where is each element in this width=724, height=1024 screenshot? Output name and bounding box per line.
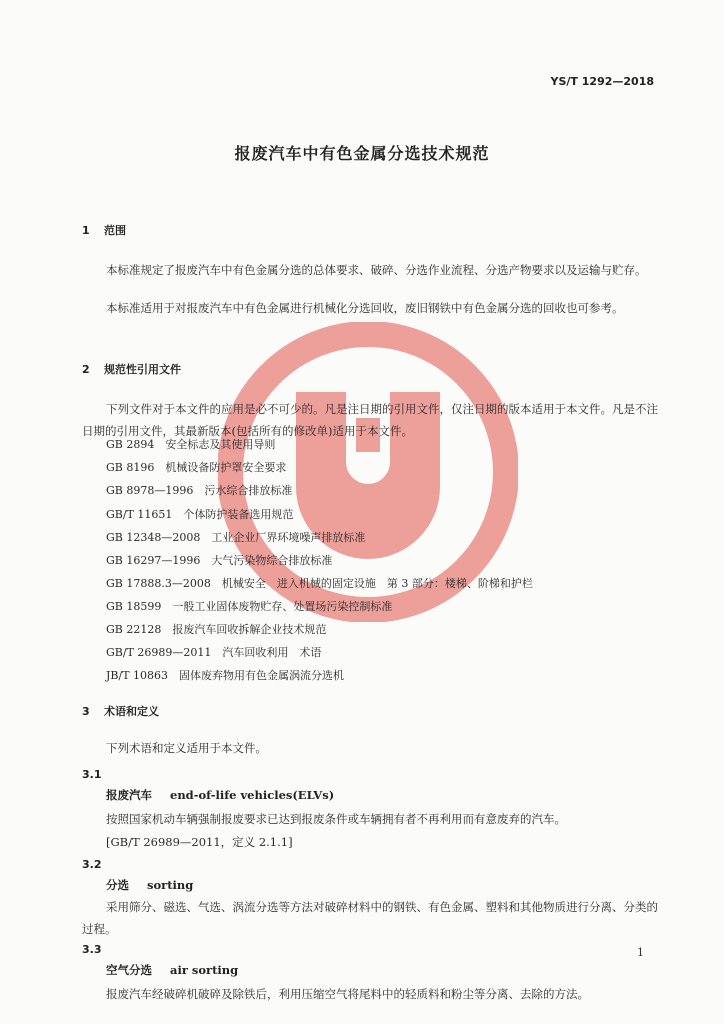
terms-intro: 下列术语和定义适用于本文件。 bbox=[106, 741, 267, 755]
reference-name: 安全标志及其使用导则 bbox=[165, 438, 276, 451]
reference-code: GB 17888.3—2008 bbox=[106, 577, 211, 590]
reference-code: GB 16297—1996 bbox=[106, 554, 201, 567]
reference-item bbox=[106, 459, 286, 475]
reference-item bbox=[106, 644, 321, 660]
reference-item bbox=[106, 575, 533, 591]
reference-item bbox=[106, 529, 365, 545]
section-heading-references bbox=[82, 361, 181, 377]
term-number: 3.1 bbox=[82, 768, 102, 781]
reference-item bbox=[106, 436, 275, 452]
term-definition: 报废汽车经破碎机破碎及除铁后，利用压缩空气将尾料中的轻质料和粉尘等分离、去除的方法。 bbox=[106, 987, 589, 1001]
reference-name: 固体废弃物用有色金属涡流分选机 bbox=[179, 669, 345, 682]
term-definition: 按照国家机动车辆强制报废要求已达到报废条件或车辆拥有者不再利用而有意废弃的汽车。 bbox=[106, 812, 566, 826]
section-number: 1 bbox=[82, 224, 90, 237]
section-title: 规范性引用文件 bbox=[104, 363, 181, 376]
standard-code: YS/T 1292—2018 bbox=[550, 75, 654, 88]
term-heading bbox=[106, 962, 238, 978]
reference-name: 机械设备防护罩安全要求 bbox=[165, 461, 287, 474]
reference-code: GB 8978—1996 bbox=[106, 484, 194, 497]
reference-name: 污水综合排放标准 bbox=[204, 484, 293, 497]
reference-name: 工业企业厂界环境噪声排放标准 bbox=[211, 531, 366, 544]
reference-name: 大气污染物综合排放标准 bbox=[211, 554, 333, 567]
reference-item bbox=[106, 506, 293, 522]
reference-code: GB 2894 bbox=[106, 438, 155, 451]
reference-item bbox=[106, 552, 332, 568]
section-title: 术语和定义 bbox=[104, 705, 159, 718]
term-number: 3.2 bbox=[82, 858, 102, 871]
term-heading bbox=[106, 787, 334, 803]
page-title: 报废汽车中有色金属分选技术规范 bbox=[234, 144, 490, 163]
reference-code: GB/T 11651 bbox=[106, 508, 173, 521]
term-zh: 分选 bbox=[106, 878, 129, 892]
section-number: 3 bbox=[82, 705, 90, 718]
reference-code: GB 12348—2008 bbox=[106, 531, 201, 544]
reference-name: 报废汽车回收拆解企业技术规范 bbox=[172, 623, 327, 636]
term-zh: 空气分选 bbox=[106, 963, 152, 977]
term-definition: 采用筛分、磁选、气选、涡流分选等方法对破碎材料中的钢铁、有色金属、塑料和其他物质进行分离、分类的过程。 bbox=[82, 900, 658, 936]
reference-name: 汽车回收利用 术语 bbox=[222, 646, 322, 659]
term-en: end-of-life vehicles(ELVs) bbox=[170, 788, 335, 802]
scope-paragraph-1: 本标准规定了报废汽车中有色金属分选的总体要求、破碎、分选作业流程、分选产物要求以及运输与贮存。 bbox=[106, 263, 647, 277]
section-heading-scope bbox=[82, 222, 126, 238]
reference-code: GB 22128 bbox=[106, 623, 162, 636]
term-source: [GB/T 26989—2011，定义 2.1.1] bbox=[106, 835, 293, 849]
reference-code: GB 18599 bbox=[106, 600, 162, 613]
reference-item bbox=[106, 621, 326, 637]
reference-name: 机械安全 进入机械的固定设施 第 3 部分：楼梯、阶梯和护栏 bbox=[221, 577, 533, 590]
reference-code: GB/T 26989—2011 bbox=[106, 646, 212, 659]
reference-item bbox=[106, 482, 292, 498]
reference-name: 一般工业固体废物贮存、处置场污染控制标准 bbox=[172, 600, 393, 613]
term-zh: 报废汽车 bbox=[106, 788, 152, 802]
reference-item bbox=[106, 667, 344, 683]
section-number: 2 bbox=[82, 363, 90, 376]
scope-paragraph-2: 本标准适用于对报废汽车中有色金属进行机械化分选回收，废旧钢铁中有色金属分选的回收也可参考。 bbox=[106, 301, 624, 315]
reference-code: GB 8196 bbox=[106, 461, 155, 474]
reference-code: JB/T 10863 bbox=[106, 669, 169, 682]
section-title: 范围 bbox=[104, 224, 126, 237]
reference-name: 个体防护装备选用规范 bbox=[183, 508, 294, 521]
section-heading-terms bbox=[82, 703, 159, 719]
reference-item bbox=[106, 598, 392, 614]
term-en: air sorting bbox=[170, 963, 239, 977]
term-en: sorting bbox=[147, 878, 194, 892]
references-intro: 下列文件对于本文件的应用是必不可少的。凡是注日期的引用文件，仅注日期的版本适用于本文件。凡是不注日期的引用文件，其最新版本(包括所有的修改单)适用于本文件。 bbox=[82, 402, 658, 438]
term-number: 3.3 bbox=[82, 943, 102, 956]
term-heading bbox=[106, 877, 193, 893]
page-number: 1 bbox=[637, 946, 644, 959]
